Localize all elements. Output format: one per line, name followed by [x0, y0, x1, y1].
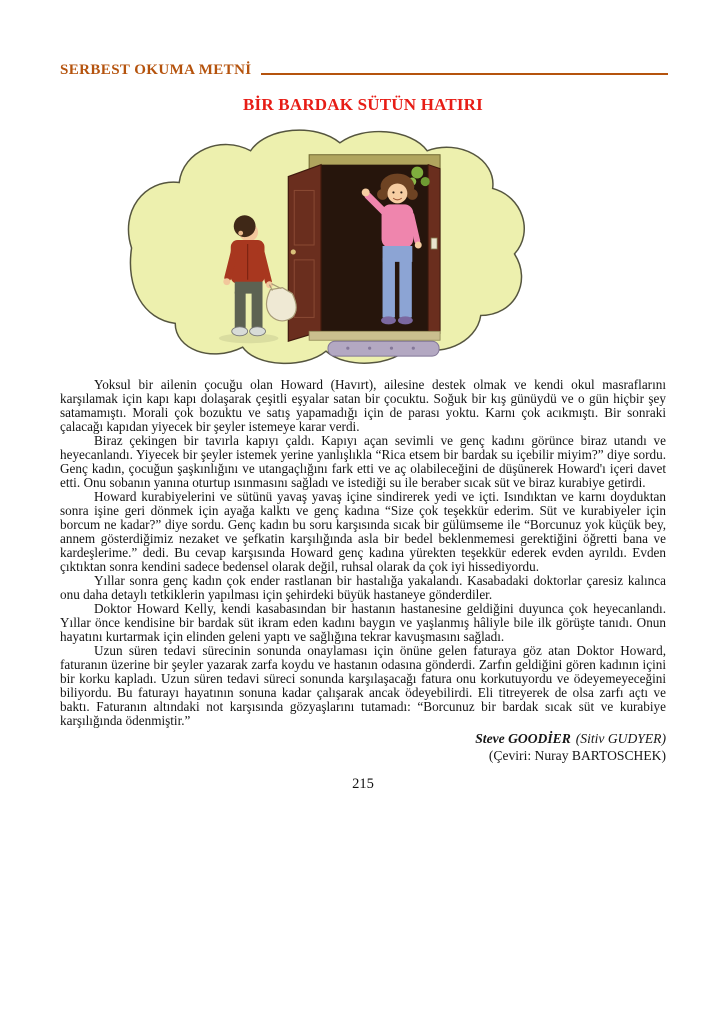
boy-shoe — [232, 327, 248, 336]
boy-ear — [238, 231, 243, 236]
author-transliteration: (Sitiv GUDYER) — [575, 731, 666, 746]
woman-hand — [415, 242, 422, 249]
story-illustration — [116, 121, 536, 369]
woman-eye — [400, 191, 402, 193]
threshold-step — [309, 331, 440, 340]
story-paragraph-5: Doktor Howard Kelly, kendi kasabasından bir hastanın hastanesine geldiğini duyunca çok heyecanlandı. Yıllar önce kendisine bir bardak süt ikram eden kadını baygın ve yaşlanmış hâliyle bile ilk görüşte tanıdı. Onun hayatını kurtarmak için elinden geleni yaptı ve sağlığına tekrar kavuşmasını sağladı. — [60, 601, 666, 644]
boy-pants-leg — [235, 292, 246, 330]
woman-slipper — [398, 316, 413, 324]
header-rule — [261, 73, 668, 75]
story-body — [60, 378, 666, 728]
light-switch — [431, 238, 437, 249]
section-header — [60, 62, 668, 79]
translator-line: (Çeviri: Nuray BARTOSCHEK) — [488, 748, 666, 763]
attribution — [0, 731, 666, 764]
illustration-svg — [116, 121, 536, 369]
doormat-dot — [368, 347, 371, 350]
author-name: Steve GOODİER — [475, 731, 571, 746]
plastic-bag — [266, 288, 296, 321]
story-paragraph-6: Uzun süren tedavi sürecinin sonunda onaylaması için önüne gelen faturaya göz atan Doktor Howard, faturanın üzerine bir şeyler yazarak zarfa koydu ve hastanın odasına gönderdi. Zarfın geldiğini gören kadının içini bir korku kapladı. Uzun süren tedavi süreci sonunda karşılaşacağı fatura onu korkutuyordu ve ödeyemeyeceğini biliyordu. Bu faturayı hayatının sonuna kadar çalışarak ancak ödeyebilirdi. Eli titreyerek de olsa zarfı açtı ve baktı. Faturanın altındaki not karşısında gözyaşlarını tutamadı: “Borcunuz bir bardak sıcak süt ve kurabiye karşılığında ödenmiştir.” — [60, 643, 666, 728]
author-line — [0, 731, 666, 747]
woman-jeans-leg — [399, 258, 411, 318]
section-header-label: SERBEST OKUMA METNİ — [60, 62, 252, 78]
doormat-dot — [412, 347, 415, 350]
woman-hair-curl — [407, 189, 418, 200]
woman-hair-curl — [377, 189, 388, 200]
leaf — [421, 177, 430, 186]
boy-hair — [234, 215, 256, 237]
woman-jeans-leg — [383, 258, 395, 318]
woman-hand — [362, 188, 370, 196]
doormat-dot — [346, 347, 349, 350]
page-number: 215 — [352, 776, 374, 792]
doorknob — [291, 249, 296, 254]
woman-slipper — [381, 316, 396, 324]
doormat-base — [328, 341, 439, 356]
doormat-dot — [390, 347, 393, 350]
woman-eye — [392, 191, 394, 193]
page-title: BİR BARDAK SÜTÜN HATIRI — [243, 95, 483, 114]
boy-hand — [223, 278, 230, 285]
story-paragraph-4: Yıllar sonra genç kadın çok ender rastlanan bir hastalığa yakalandı. Kasabadaki doktorlar çaresiz kalınca onu daha detaylı tetkiklerin yapılması için şehirdeki büyük hastaneye gönderdiler. — [60, 573, 666, 602]
boy-shoe — [250, 327, 266, 336]
story-paragraph-1: Yoksul bir ailenin çocuğu olan Howard (Havırt), ailesine destek olmak ve kendi okul masraflarını karşılamak için kapı kapı dolaşarak çeşitli eşyalar satan bir çocuktu. Soğuk bir kış günüydü ve o gün hiçbir şey satamamıştı. Morali çok bozuktu ve satış yapamadığı için de parası yoktu. Karnı çok acıkmıştı. Bir sonraki çalacağı kapıdan yiyecek bir şeyler istemeye karar verdi. — [60, 377, 666, 434]
boy-shadow — [219, 333, 279, 343]
story-paragraph-3: Howard kurabiyelerini ve sütünü yavaş yavaş içine sindirerek yedi ve içti. Isındıktan ve karnı doyduktan sonra işine geri dönmek için ayağa kalktı ve genç kadına “Size çok teşekkür ederim. Süt ve kurabiyeler için borcum ne kadar?” diye sordu. Genç kadın bu soru karşısında sıcak bir gülümseme ile “Borcunuz yok küçük bey, annem gösterdiğimiz nezaket ve şefkatin karşılığında asla bir bedel beklenmemesi gerektiğini öğretti bana ve kardeşlerime.” dedi. Bu cevap karşısında Howard genç kadına yürekten teşekkür ederek evden ayrıldı. Evden çıktıktan sonra kendini sadece bedensel olarak değil, ruhsal olarak da çok iyi hissediyordu. — [60, 489, 666, 574]
boy-pants-leg — [252, 292, 263, 330]
story-paragraph-2: Biraz çekingen bir tavırla kapıyı çaldı. Kapıyı açan sevimli ve genç kadını görünce biraz utandı ve heyecanlandı. Yiyecek bir şeyler istemek yerine yanlışlıkla “Rica etsem bir bardak su içebilir miyim?” diye sordu. Genç kadın, çocuğun şaşkınlığını ve utangaçlığını fark etti ve aç olabileceğini de düşünerek Howard'ı içeri davet etti. Onu sobanın yanına oturtup ısınmasını sağladı ve istediği su ile beraber sıcak süt ve biraz kurabiye getirdi. — [60, 433, 666, 490]
leaf — [411, 167, 423, 179]
doormat — [328, 341, 439, 356]
